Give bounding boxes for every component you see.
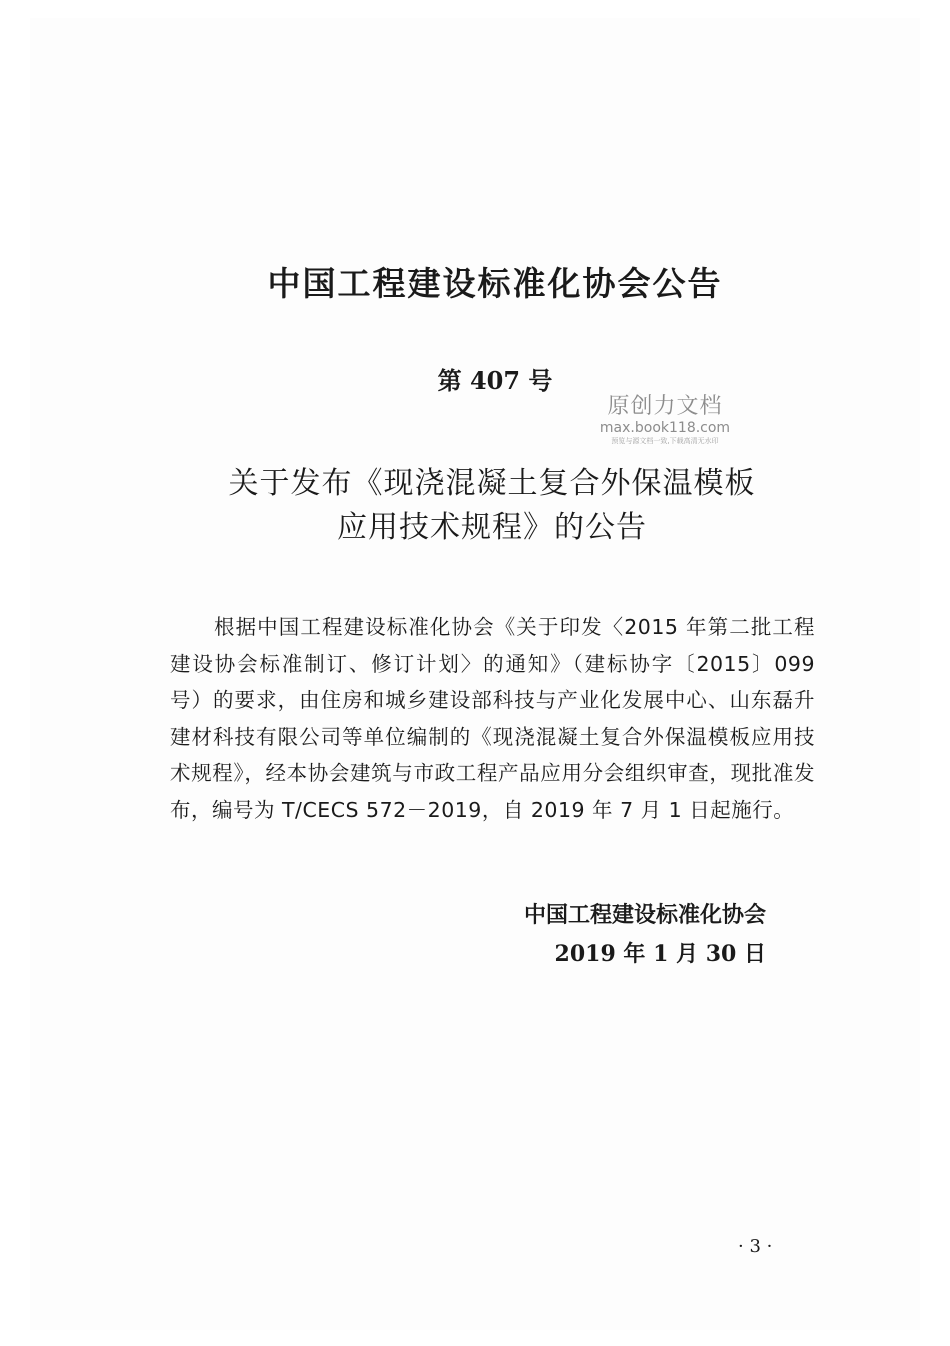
watermark-name: 原创力文档	[607, 394, 723, 419]
heading-line-2: 应用技术规程》的公告	[337, 510, 647, 545]
watermark-note: 预览与源文档一致,下载高清无水印	[611, 437, 719, 445]
announcement-title: 中国工程建设标准化协会公告	[267, 264, 723, 303]
watermark-site: max.book118.com	[599, 420, 731, 436]
page-number: · 3 ·	[738, 1236, 773, 1257]
signature-organization: 中国工程建设标准化协会	[523, 903, 766, 928]
signature-block	[524, 897, 766, 973]
announcement-number: 第 407 号	[437, 366, 553, 395]
body-text	[170, 609, 815, 828]
heading-line-1: 关于发布《现浇混凝土复合外保温模板	[228, 466, 756, 501]
body-paragraph: 根据中国工程建设标准化协会《关于印发〈2015 年第二批工程建设协会标准制订、修订计划〉的通知》（建标协字〔2015〕099 号）的要求，由住房和城乡建设部科技与产业化发展中心、山东磊升建材科技有限公司等单位编制的《现浇混凝土复合外保温模板应用技术规程》，经本协会建筑与市政工程产品应用分会组织审查，现批准发布，编号为 T/CECS 572－2019，自 2019 年 7 月 1 日起施行。	[170, 615, 815, 822]
signature-date: 2019 年 1 月 30 日	[554, 941, 766, 967]
watermark	[598, 394, 732, 446]
announcement-heading	[0, 462, 950, 550]
